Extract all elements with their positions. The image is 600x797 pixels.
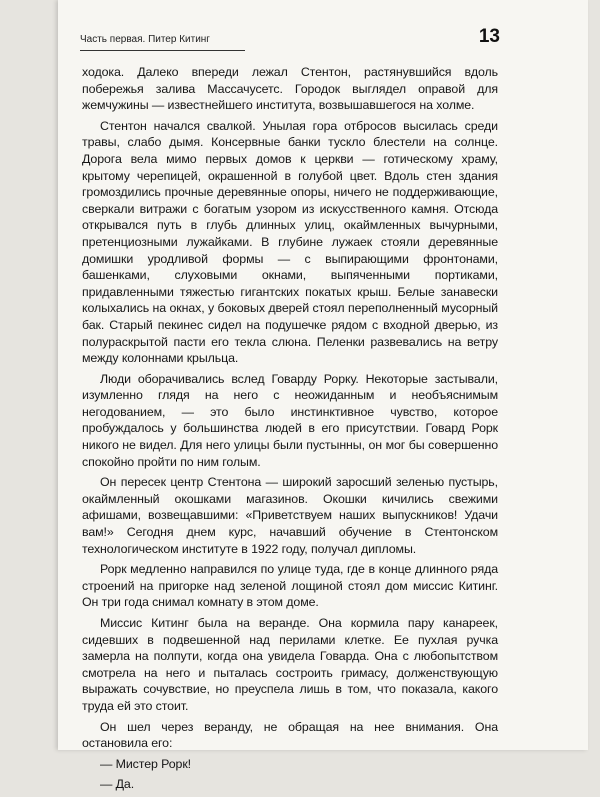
paragraph: Он пересек центр Стентона — широкий заросший зеленью пустырь, окаймленный окошками магазинов. Окошки кичились свежими афишами, возвещавшими: «Приветствуем наших выпускников! Удачи вам!» Сегодня днем курс, начавший обучение в Стентонском технологическом институте в 1922 году, получал дипломы. <box>82 475 498 556</box>
paragraph: Он шел через веранду, не обращая на нее внимания. Она остановила его: <box>82 719 498 751</box>
paragraph: Стентон начался свалкой. Унылая гора отбросов высилась среди травы, слабо дымя. Консервные банки тускло блестели на солнце. Дорога вела мимо первых домов к церкви — готическому храму, крытому черепицей, окрашенной в голубой цвет. Вдоль стен здания громоздились прочные деревянные опоры, ничего не поддерживающие, сверкали витражи с богатым узором из искусственного камня. Отсюда открывался путь в глубь длинных улиц, окаймленных вычурными, претенциозными лужайками. В глубине лужаек стояли деревянные домишки уродливой формы — с выпирающими фронтонами, башенками, слуховыми окнами, выпяченными портиками, придавленными тяжестью гигантских покатых крыш. Белые занавески колыхались на окнах, у боковых дверей стоял переполненный мусорный бак. Старый пекинес сидел на подушечке рядом с входной дверью, из полураскрытой пасти его текла слюна. Пеленки развевались на ветру между колоннами крыльца. <box>82 118 498 366</box>
dialogue-line: — Да. <box>100 777 135 792</box>
paragraph: Миссис Китинг была на веранде. Она кормила пару канареек, сидевших в подвешенной над перилами клетке. Ее пухлая ручка замерла на полпути, когда она увидела Говарда. Она с любопытством смотрела на него и пыталась состроить гримасу, долженствующую выражать сочувствие, но преуспела лишь в том, что показала, какого труда ей это стоит. <box>82 616 498 713</box>
body-text <box>82 64 498 797</box>
header-rule <box>80 50 245 51</box>
page-number: 13 <box>478 26 500 47</box>
paragraph: ходока. Далеко впереди лежал Стентон, растянувшийся вдоль побережья залива Массачусетс. Городок выглядел оправой для жемчужины — известнейшего института, возвышавшегося на холме. <box>82 65 498 113</box>
paragraph: Люди оборачивались вслед Говарду Рорку. Некоторые застывали, изумленно глядя на него с неожиданным и необъяснимым негодованием, — это было инстинктивное чувство, которое пробуждалось у большинства людей в его присутствии. Говард Рорк никого не видел. Для него улицы были пустынны, он мог бы совершенно спокойно пройти по ним голым. <box>82 371 498 469</box>
paragraph: Рорк медленно направился по улице туда, где в конце длинного ряда строений на пригорке над зеленой лощиной стоял дом миссис Китинг. Он три года снимал комнату в этом доме. <box>82 562 498 610</box>
page-header <box>80 24 500 54</box>
running-head: Часть первая. Питер Китинг <box>80 34 210 45</box>
dialogue-line: — Мистер Рорк! <box>100 756 191 771</box>
